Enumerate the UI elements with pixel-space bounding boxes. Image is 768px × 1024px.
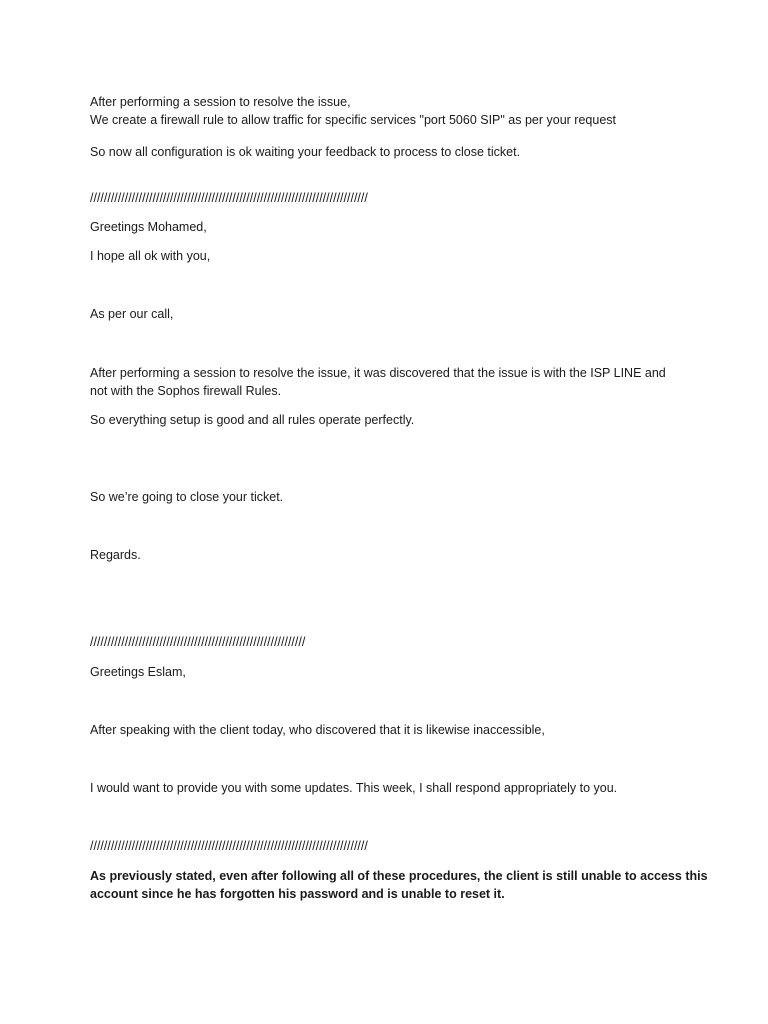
greeting-eslam: Greetings Eslam,	[90, 665, 186, 679]
separator-line-2: //////////////////////////////////////////////////////////////	[90, 635, 306, 649]
separator-line-3: ////////////////////////////////////////////////////////////////////////////////	[90, 839, 368, 853]
greeting-mohamed: Greetings Mohamed,	[90, 220, 207, 234]
regards-text: Regards.	[90, 548, 141, 562]
paragraph-session-intro: After performing a session to resolve the issue,	[90, 95, 351, 109]
paragraph-configuration-ok: So now all configuration is ok waiting your feedback to process to close ticket.	[90, 145, 521, 159]
paragraph-hope-ok: I hope all ok with you,	[90, 249, 211, 263]
paragraph-bold-statement-2: account since he has forgotten his password and is unable to reset it.	[90, 887, 505, 901]
paragraph-bold-statement-1: As previously stated, even after following all of these procedures, the client is still unable to access this	[90, 869, 708, 883]
paragraph-close-ticket: So we’re going to close your ticket.	[90, 490, 284, 504]
paragraph-per-call: As per our call,	[90, 307, 174, 321]
paragraph-isp-line-2: not with the Sophos firewall Rules.	[90, 384, 282, 398]
paragraph-client-speaking: After speaking with the client today, who discovered that it is likewise inaccessible,	[90, 723, 545, 737]
paragraph-firewall-rule: We create a firewall rule to allow traffic for specific services "port 5060 SIP" as per your request	[90, 113, 617, 127]
separator-line-1: ////////////////////////////////////////////////////////////////////////////////	[90, 191, 368, 205]
paragraph-updates: I would want to provide you with some updates. This week, I shall respond appropriately to you.	[90, 781, 618, 795]
paragraph-isp-line-1: After performing a session to resolve the issue, it was discovered that the issue is with the ISP LINE and	[90, 366, 666, 380]
paragraph-setup-good: So everything setup is good and all rules operate perfectly.	[90, 413, 415, 427]
